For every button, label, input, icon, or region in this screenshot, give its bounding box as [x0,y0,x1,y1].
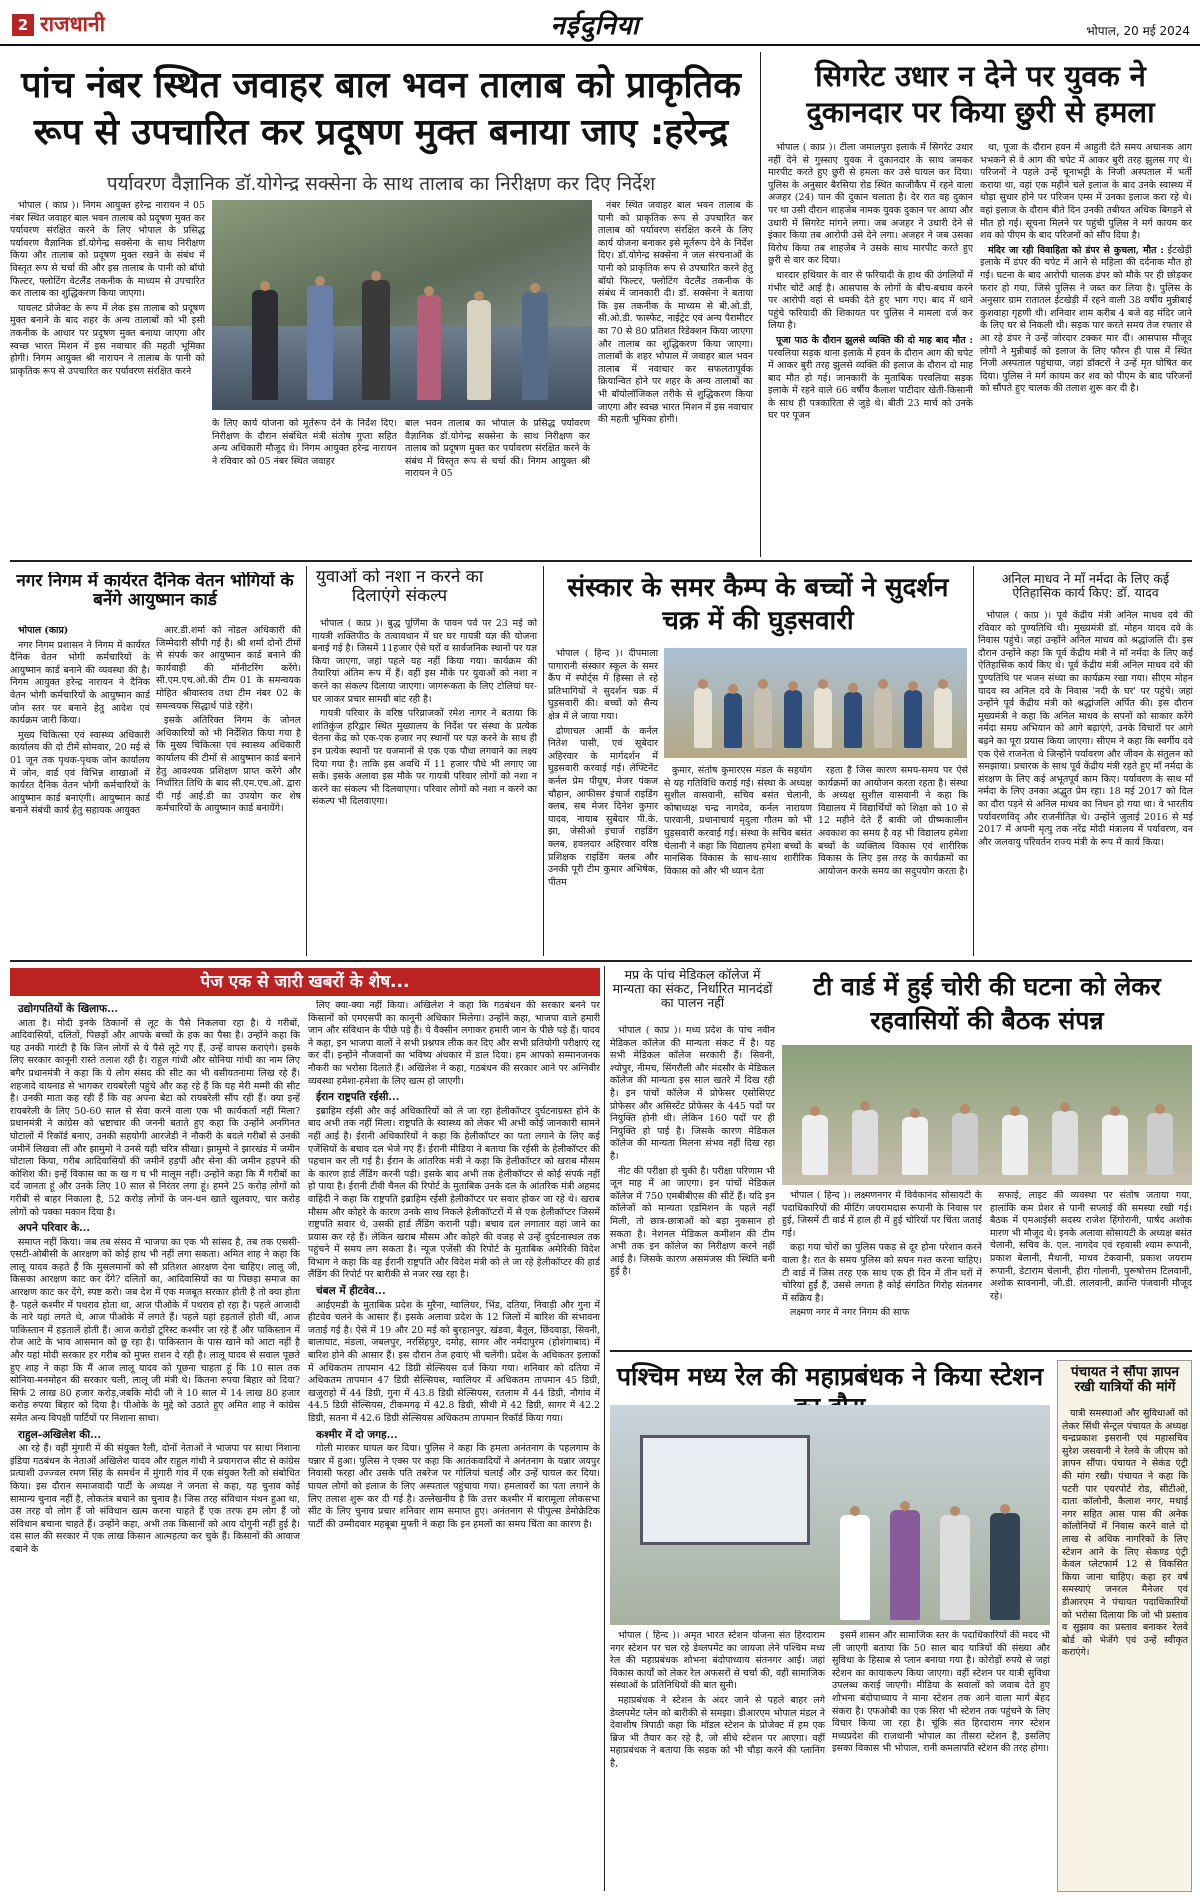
camp-column-2: कुमार, संतोष कुमारएस मंडल के सहयोग से यह गतिविधि कराई गई। संस्था के अध्यक्ष सुशील वासवानी, सचिव बसंत चेलानी, कोषाध्यक्ष चन्द्र नागदेव, कर्नल नारायण पारवानी, प्रधानाचार्य मृदुला गौतम को भी घुड़सवारी करवाई गई। संस्था के सचिव बसंत चेलानी ने कहा कि विद्यालय हमेशा बच्चों के मानसिक विकास के साथ-साथ शारीरिक विकास को और भी ध्यान देता [664,765,812,877]
camp-column-3: रहता है जिस कारण समय-समय पर ऐसे कार्यक्रमों का आयोजन करता रहता है। संस्था के अध्यक्ष सुशील वासवानी ने कहा कि विद्यालय में विद्यार्थियों को शिक्षा को 10 से 12 महीने देते हैं बाकी जो ग्रीष्मकालीन अवकाश का समय है वह भी विद्यालय हमेशा बच्चों के व्यक्तित्व विकास एवं शारीरिक विकास के लिए इस तरह के कार्यक्रमों का आयोजन करके समय का सदुपयोग करता है। [818,765,968,877]
panchayat-body: यात्री समस्याओं और सुविधाओं को लेकर सिंधी सेन्ट्रल पंचायत के अध्यक्ष चन्द्रप्रकाश इसरानी एवं महासचिव सुरेश जसवानी ने रेलवे के जीएम को ज्ञापन सौंपा। पंचायत ने सेकंड एंट्री की मांग रखी। पंचायत ने कहा कि पटरी पार एयरपोर्ट रोड, सीटीओ, दाता कॉलोनी, कैलाश नगर, मथाई नगर सहित आस पास की अनेक कॉलोनियों में निवास करने वाले दो लाख से अधिक नागरिकों के लिए स्टेशन आने के लिए सेकण्ड एंट्री केवल प्लेटफार्म 12 से विकसित किया जाना चाहिए। कहा हर वर्ष समस्याएं जनरल मैनेजर एवं डीआरएम ने पंचायत पदाधिकारियों को भरोसा दिलाया कि जो भी प्रस्ताव व सुझाव का प्रस्ताव बनाकर रेलवे बोर्ड को भेजेंगे एवं उन्हें स्वीकृत कराएंगे। [1062,1408,1188,1659]
theft-column-2: सफाई, लाइट की व्यवस्था पर संतोष जताया गया, हालांकि कम प्रेशर से पानी सप्लाई की समस्या रखी गई। बैठक में एमआईसी सदस्य राजेश हिंगोरानी, पार्षद अशोक मारण भी मौजूद थे। इनके अलावा सोसायटी के अध्यक्ष बसंत चेलानी, सचिव के. एल. नागदेव एवं रहवासी श्याम रूपानी, प्रकाश बेलानी, मैथानी, माधव टेकवानी, प्रकाश जयराम रूपानी, डेटाराम चेलानी, हीरा गोलानी, पुरूषोत्तम टिलवानी, अशोक सावनानी, जी.डी. लालवानी, क्रान्ति पंजवानी मौजूद रहे। [990,1190,1192,1302]
theft-headline: टी वार्ड में हुई चोरी की घटना को लेकर रहवासियों की बैठक संपन्न [813,972,1161,1035]
continued-column-1: उद्योगपतियों के खिलाफ... आता है। मोदी इनके ठिकानों से लूट के पैसे निकलवा रहा है। ये गरीबों, आदिवासियों, दलितों, पिछड़ों और आपके बच्चों के हक का पैसा है। उन्होंने कहा कि यह उनकी गारंटी है कि जिन लोगों से ये पैसे लूटे गए हैं, उन्हें वापस कराएंगे। इसके लिए सरकार कानूनी रास्ते तलाश रही है। राहुल गांधी और सोनिया गांधी का नाम लिए बगैर प्रधानमंत्री ने कहा कि ये लोग संसद की सीट का भी वसीयतनामा लिख रहे हैं। शहजादे वायनाड से भागकर रायबरेली पहुंचे और कह रहे हैं कि यह मेरी मम्मी की सीट है। उनकी माता कह रही हैं कि वह अपना बेटा को रायबरेली सौंप रही हैं। क्या इन्हें रायबरेली के लिए 50-60 साल से सेवा करने वाला एक भी कार्यकर्ता नहीं मिला? प्रधानमंत्री ने कांग्रेस को भ्रष्टाचार की जननी बताते हुए कहा कि उन्होंने अनगिनत घोटालों में रिकॉर्ड बनाए, उनकी सहयोगी आरजेडी ने नौकरी के बदले गरीबों से उनकी जमीनें लिखवा लीं और झामुमो ने उनसे यही चरित्र सीखा। झामुमो ने झारखंड में जमीन घोटाला किया, गरीब आदिवासियों की जमीनें हड़पीं और सेना की जमीन हड़पने की कोशिश की। इन्हें विकास का क ख ग घ भी मालूम नहीं। उन्होंने कहा कि मैं गरीबों का दर्द जानता हूं और उनके लिए 10 साल से निरंतर लगा हूं। हमने 25 करोड़ लोगों को गरीबी से बाहर निकाला है, 52 करोड़ लोगों के जन-धन खाते खुलवाए, चार करोड़ लोगों को पक्का मकान दिया है। अपने परिवार के... समाप्त नहीं किया। जब तब संसद में भाजपा का एक भी सांसद है, तब तक एससी-एसटी-ओबीसी के आरक्षण को कोई हाथ भी नहीं लगा सकता। अमित शाह ने कहा कि लालू यादव कहते हैं कि मुसलमानों को सौ प्रतिशत आरक्षण देना चाहिए। लालू जी, किसका आरक्षण काट कर देंगे? दलितों का, आदिवासियों का या पिछड़ा समाज का आरक्षण काट कर देंगे, स्पष्ट करो। जब देश में एक मजबूत सरकार होती है तो क्या होता है- पहले कश्मीर में पथराव होता था, आज पीओके में पथराव हो रहा है। पहले आजादी के नारे यहां लगते थे, आज पीओके में लगते हैं। पहले यहां हड़तालें होती थीं, आज पाकिस्तान में हड़तालें होती हैं। आज करोड़ों टूरिस्ट कश्मीर जा रहे हैं और पाकिस्तान में रोज आटे के भाव आसमान को छू रहा है। पाकिस्तान के पास खाने को आटा नहीं है और यहां मोदी सरकार हर गरीब को मुफ्त राशन दे रही है। लालू यादव से सवाल पूछते हुए शाह ने कहा कि मैं आज लालू यादव को पूछना चाहता हूं कि 10 साल तक सोनिया-मनमोहन की सरकार चली, लालू जी मंत्री थे। कितना रुपया बिहार को दिया? सिर्फ 2 लाख 80 हजार करोड़,जबकि मोदी जी ने 10 साल में 14 लाख 80 हजार करोड़ रुपया बिहार को दिया है। पीओके के मुद्दे को उठाते हुए अमित शाह ने कांग्रेस समेत अन्य विपक्षी पार्टियों पर निशाना साधा। राहुल-अखिलेश की... आ रहे हैं। वहीं मुंगारी में की संयुक्त रैली, दोनों नेताओं ने भाजपा पर साधा निशाना इंडिया गठबंधन के नेताओं अखिलेश यादव और राहुल गांधी ने प्रयागराज सीट से कांग्रेस प्रत्याशी उज्ज्वल रमण सिंह के समर्थन में मुंगारी गांव में एक संयुक्त रैली को संबोधित किया। इस दौरान समाजवादी पार्टी के अध्यक्ष ने जनता से कहा, यह चुनाव कोई सामान्य चुनाव नहीं है, लोकतंत्र बचाने का चुनाव है। जिस तरह संविधान मंथन हुआ था, उस तरह वो लोग हैं जो संविधान खत्म करना चाहते हैं एक तरफ हम लोग हैं जो संविधान बचाना चाहते हैं। उन्होंने कहा, अभी तक किसानों को आय दोगुनी नहीं हुई है। दस साल की सरकार में एक लाख किसान आत्महत्या कर चुके हैं। किसानों की आवाज दबाने के [10,1003,300,1555]
railway-headline: पश्चिम मध्य रेल की महाप्रबंधक ने किया स्टेशन [616,1362,1044,1391]
cigarette-column-1: भोपाल ( काप्र )। टीला जमालपुरा इलाके में सिगरेट उधार नहीं देने से गुस्साए युवक ने दुकानदार के साथ जमकर मारपीट करते हुए छुरी से हमला कर उसे घायल कर दिया। पुलिस के अनुसार बैरसिया रोड स्थित काजीकैंप में रहने वाला अजहर (24) पान की दुकान चलाता है। देर रात वह दुकान पर था उसी दौरान शाहजेब नामक युवक दुकान पर आया और उधारी में सिगरेट मांगने लगा। जब अजहर ने उधारी देने से इंकार किया तब आरोपी उसे देने लगा। अजहर ने जब उसका विरोध किया तब शाहजेब ने उसके साथ मारपीट करते हुए छुरी से वार कर दिया। धारदार हथियार के वार से फरियादी के हाथ की उंगलियों में गंभीर चोटें आई है। आसपास के लोगों के बीच-बचाव करने पर आरोपी वहां से धमकी देते हुए भाग गए। बाद में थाने पहुंचे फरियादी की शिकायत पर पुलिस ने मामला दर्ज कर लिया है। पूजा पाठ के दौरान झुलसे व्यक्ति की दो माह बाद मौत : परवलिया सड़क थाना इलाके में हवन के दौरान आग की चपेट में आकर बुरी तरह झुलसे व्यक्ति की इलाज के दौरान दो माह बाद मौत हो गई। जानकारी के मुताबिक परवलिया सड़क इलाके में रहने वाले 66 वर्षीय कैलाश पाटीदार खेती-किसानी के साथ ही पत्रकारिता से जुड़े थे। बीती 23 मार्च को उनके घर पर पूजन [768,142,973,422]
ayushman-column-2: आर.डी.शर्मा को नोडल अधिकारी की जिम्मेदारी सौंपी गई है। श्री शर्मा दोनों टीमों से संपर्क कर आयुष्मान कार्ड बनाने की कार्यवाही की मॉनीटरिंग करेंगे। सी.एम.एच.ओ.की टीम 01 के समन्वयक मोहित श्रीवास्तव तथा टीम नंबर 02 के समन्वयक सिद्धार्थ पांडे रहेंगे। इसके अतिरिक्त निगम के जोनल अधिकारियों को भी निर्देशित किया गया है कि मुख्य चिकित्सा एवं स्वास्थ्य अधिकारी कार्यालय की टीमों से आयुष्मान कार्ड बनाने हेतु आवश्यक प्रशिक्षण प्राप्त करेंगे और निर्धारित तिथि के बाद सी.एम.एच.ओ. द्वारा दी गई आई.डी का उपयोग कर शेष कर्मचारियों के आयुष्मान कार्ड बनायेंगे। [156,625,301,815]
continued-section-band: पेज एक से जारी खबरों के शेष... [10,968,600,996]
youth-headline: युवाओं को नशा न करने का दिलाएंगे संकल्प [315,568,484,607]
theft-column-1: भोपाल ( हिन्द )। लक्ष्मणनगर में विवेकानंद सोसायटी के पदाधिकारियों की मीटिंग जयरामदास रूपानी के निवास पर हुई, जिसमें टी वार्ड में हाल ही में हुई चोरियों पर चिंता जताई गई। कहा गया चोरों का पुलिस पकड़ से दूर होना परेशान करने वाला है। रात के समय पुलिस को सघन गश्त करना चाहिए। टी वार्ड में जिस तरह एक साथ एक ही दिन में तीन घरों में चोरियां हुईं हैं, उससे लगता है कोई संगठित गिरोह संतनगर में सक्रिय है। लक्ष्मण नगर में नगर निगम की साफ [782,1190,982,1319]
anil-headline: अनिल माधव ने माँ नर्मदा के लिए कई ऐतिहासिक कार्य किए: डॉ. यादव [1001,572,1170,601]
railway-column-2: इसमें शासन और सामाजिक स्तर के पदाधिकारियों की मदद भी ली जाएगी बताया कि 50 साल बाद यात्रियों की संख्या और सुविधा के हिसाब से प्लान बनाया गया है। कोरोड़ों रुपये से जहां स्टेशन का कायाकल्प किया जाएगा। वहीं स्टेशन पर यात्री सुविधा उपलब्ध कराई जाएगी। मीडिया के सवालों को जवाब देते हुए शोभना बंदोपाध्याय ने माना स्टेशन तक आने वाला मार्ग बेहद संकरा है। एफओबी का एक सिरा भी स्टेशन तक पहुंचने के लिए विचार किया जा रहा है। चूंकि संत हिरदाराम नगर स्टेशन मध्यप्रदेश की राजधानी भोपाल का तीसरा स्टेशन है, इसलिए इसका विकास भी भोपाल, रानी कमलापति स्टेशन की तरह होगा। [832,1630,1050,1755]
panchayat-headline: पंचायत ने सौंपा ज्ञापन रखी यात्रियों की मांगें [1071,1365,1179,1396]
camp-headline: संस्कार के समर कैम्प के बच्चों ने सुदर्शन चक्र में की घुड़सवारी [567,573,949,636]
lead-photo-pond-inspection [212,200,592,410]
railway-photo-station-plan [610,1405,1050,1625]
camp-photo-horse-riding [664,648,967,758]
cigarette-headline: सिगरेट उधार न देने पर युवक ने दुकानदार पर किया छुरी से हमला [806,59,1155,129]
section-title: राजधानी [40,12,106,36]
railway-column-1: भोपाल ( हिन्द )। अमृत भारत स्टेशन योजना संत हिरदाराम नगर स्टेशन पर चल रहे डेव्लपमेंट का जायजा लेने पश्चिम मध्य रेल की महाप्रबंधक शोभना बंदोपाध्याय संतनगर आई। जहां विकास कार्यों को लेकर रेल अफसरों से चर्चा की, वहीं सामाजिक संस्थाओं के प्रतिनिधियों की बात सुनी। महाप्रबंधक ने स्टेशन के अंदर जाने से पहले बाहर लगे डेव्लपमेंट प्लेन को बारीकी से समझा। डीआरएम भोपाल मंडल ने देवाशीष त्रिपाठी कहा कि मॉडल स्टेशन के प्रोजेक्ट में हम एक ब्रिज भी तैयार कर रहे है, जो सीधे स्टेशन पर आएगा। वहीं महाप्रबंधक ने बताया कि सड़क को भी चौड़ा करने की प्लानिंग है, [610,1630,825,1769]
newspaper-logo: नईदुनिया [550,11,640,41]
camp-column-1: भोपाल ( हिन्द )। दीपमाला पागारानी संस्कार स्कूल के समर कैंप में स्पोर्ट्स में हिस्सा ले रहे प्रतिभागियों ने सुदर्शन चक्र में घुड़सवारी की। बच्चों को सैन्य क्षेत्र में ले जाया गया। द्रोणाचल आर्मी के कर्नल नितेश पासी, एवं सूबेदार अहिरवार के मार्गदर्शन में घुड़सवारी करवाई गई। लेफ्टिनेंट कर्नल प्रेम पीयूष, मेजर पंकज चौहान, आफीसर इंचार्ज राइडिंग क्लब, सब मेजर दिनेश कुमार यादव, नायाब सुबेदार पी.के. झा, जेसीओ इंचार्ज राइडिंग क्लब, हवलदार अहिरवार वरिष्ठ प्रशिक्षक राइडिंग क्लब और उनकी पूरी टीम कुमार अभिषेक, पीतम [548,648,658,888]
lead-headline: पांच नंबर स्थित जवाहर बाल भवन तालाब को प्राकृतिक रूप से उपचारित कर प्रदूषण मुक्त बनाया जाए :हरेन्द्र [21,65,741,153]
dateline: भोपाल, 20 मई 2024 [1086,24,1190,38]
anil-body: भोपाल ( काप्र )। पूर्व केंद्रीय मंत्री अनिल माधव दवे की रविवार को पुण्यतिथि थी। मुख्यमंत्री डॉ. मोहन यादव दवे के निवास पहुंचे। जहां उन्होंने अनिल माधव को श्रद्धांजलि दी। इस दौरान उन्होंने कहा कि पूर्व केंद्रीय मंत्री ने माँ नर्मदा के लिए कई ऐतिहासिक कार्य किए थे। पूर्व केंद्रीय मंत्री अनिल माधव दवे की पुण्यतिथि पर भजन संध्या का कार्यक्रम रखा गया। सीएम मोहन यादव स्व अनिल दवे के निवास 'नदी के घर' पर पहुंचे। जहां उन्होंने पूर्व केंद्रीय मंत्री को श्रद्धांजलि अर्पित की। इस दौरान मुख्यमंत्री ने कहा कि अनिल माधव के सपनों को साकार करेंगे नर्मदा समग्र अभियान को आगे बढ़ाएंगे, उनके विचारों पर आगे बढ़ने का पूरा प्रयास किया जाएगा। सीएम ने कहा कि स्वर्गीय दवे एक ऐसे राजनेता थे जिन्होंने पर्यावरण और जीवन के संतुलन को समझाया। प्रचारक के साथ पूर्व केंद्रीय मंत्री रहते हुए माँ नर्मदा के संरक्षण के लिए कई अभूतपूर्व काम किए। पर्यावरण के साथ माँ नर्मदा के लिए उनका अद्भुत प्रेम रहा। 18 मई 2017 को दिल का दौरा पड़ने से अनिल माधव का निधन हो गया था। वे भारतीय पर्यावरणविद् और राजनीतिज्ञ थे। उन्होंने जुलाई 2016 से मई 2017 में अपनी मृत्यु तक नरेंद्र मोदी मंत्रालय में पर्यावरण, वन और जलवायु परिवर्तन राज्य मंत्री के रूप में कार्य किया। [978,610,1193,848]
ayushman-column-1: भोपाल (काप्र) नगर निगम प्रशासन ने निगम में कार्यरत दैनिक वेतन भोगी कर्मचारियों के आयुष्मान कार्ड बनाने की व्यवस्था की है। निगम आयुक्त हरेन्द्र नारायन ने दैनिक वेतन भोगी कर्मचारियों के आयुष्मान कार्ड जोन स्तर पर बनाने हेतु आदेश एवं कार्यक्रम जारी किया। मुख्य चिकित्सा एवं स्वास्थ्य अधिकारी कार्यालय की दो टीमें सोमवार, 20 मई से 01 जून तक पृथक-पृथक जोन कार्यालय में जोन, वार्ड एवं विभिन्न शाखाओं में कार्यरत दैनिक वेतन भोगी कर्मचारियों के आयुष्मान कार्ड बनाएंगी। आयुष्मान कार्ड बनाने संबंधी कार्य हेतु सहायक आयुक्त [10,625,150,817]
lead-photo-caption-left: के लिए कार्य योजना को मूर्तरूप देने के निर्देश दिए। निरीक्षण के दौरान संबंधित मंत्री संतोष गुप्ता सहित अन्य अधिकारी मौजूद थे। निगम आयुक्त हरेन्द्र नारायन ने रविवार को 05 नंबर स्थित जवाहर [212,418,397,467]
masthead [0,0,1200,46]
youth-body: भोपाल ( काप्र )। बुद्ध पूर्णिमा के पावन पर्व पर 23 मई को गायत्री शक्तिपीठ के तत्वावधान में घर घर गायत्री यज्ञ की योजना बनाई गई है। जिसमें 11हजार ऐसे घरों व सार्वजनिक स्थानों पर यज्ञ किया जाएगा, जहां पहले यह नहीं किया गया। कार्यक्रम की तैयारियां अंतिम रूप में हैं। वहीं इस मौके पर युवाओं को नशा न करने का संकल्प दिलाया जाएगा। जागरूकता के लिए टोलियां घर-घर जाकर प्रचार सामग्री बांट रही है। गायत्री परिवार के वरिष्ठ परिव्राजकों रमेश नागर ने बताया कि शांतिकुंज हरिद्वार स्थित मुख्यालय के निर्देश पर संस्था के प्रत्येक चेतना केंद्र को एक-एक हजार नए स्थानों पर यज्ञ करने के साथ ही इन प्रत्येक स्थानों पर यजमानों से एक एक पौधा लगवाने का लक्ष्य दिया गया है। ताकि इस अवधि में 11 हजार पौधे भी लगाए जा सकें। इसके अलावा इस मौके पर गायत्री परिवार लोगों को नशा न करने का संकल्प भी दिलवाएगा। परिवार लोगों को नशा न करने का संकल्प भी दिलवाएगा। [312,618,537,808]
ayushman-headline: नगर निगम में कार्यरत दैनिक वेतन भोगियों के बनेंगे आयुष्मान कार्ड [16,572,294,611]
page-number-badge: 2 [12,14,34,36]
cigarette-column-2: था, पूजा के दौरान हवन में आहुती देते समय अचानक आग भभकने से वे आग की चपेट में आकर बुरी तरह झुलस गए थे। परिजनों ने पहले उन्हें चूनाभट्टी के निजी अस्पताल में भर्ती कराया था, वहां एक महीने चले इलाज के बाद उनके स्वास्थ्य में थोड़ा सुधार होने पर परिजन एम्स में उनका इलाज करा रहे थे। वहां इलाज के दौरान बीते दिन उनकी तबीयत अधिक बिगड़ने से मौत हो गई। सूचना मिलने पर पहुंची पुलिस ने मर्ग कायम कर शव को पीएम के बाद परिजनों को सौंप दिया है। मंदिर जा रही विवाहिता को डंपर से कुचला, मौत : ईटखेड़ी इलाके में डंपर की चपेट में आने से महिला की दर्दनाक मौत हो गई। घटना के बाद आरोपी चालक डंपर को मौके पर ही छोड़कर फरार हो गया, जिसे पुलिस ने जब्त कर लिया है। पुलिस के अनुसार ग्राम रातातल ईटखेड़ी में रहने वाली 38 वर्षीय मुन्नीबाई कुशवाहा गृहणी थी। शनिवार शाम करीब 4 बजे वह मंदिर जाने के लिए घर से निकली थी। सड़क पार करते समय तेज रफ्तार से आ रहे डंपर ने उन्हें जोरदार टक्कर मार दी। आसपास मौजूद लोगों ने मुन्नीबाई को इलाज के लिए फौरन ही पास में स्थित निजी अस्पताल पहुंचाया, जहां डॉक्टरों ने उन्हें मृत घोषित कर दिया। पुलिस ने मर्ग कायम कर शव को पीएम के बाद परिजनों को सौंपते हुए चालक की तलाश शुरू कर दी है। [980,142,1192,395]
lead-photo-caption-right: बाल भवन तालाब का भोपाल के प्रसिद्ध पर्यावरण वैज्ञानिक डॉ.योगेन्द्र सक्सेना के साथ निरीक्षण कर तालाब को प्रदूषण मुक्त कर पर्यावरण संरक्षित करने के संबंध में विस्तृत रूप से चर्चा की। निगम आयुक्त श्री नारायन ने 05 [405,418,590,480]
lead-subhead: पर्यावरण वैज्ञानिक डॉ.योगेन्द्र सक्सेना के साथ तालाब का निरीक्षण कर दिए निर्देश [106,173,656,195]
lead-column-3: नंबर स्थित जवाहर बाल भवन तालाब के पानी को प्राकृतिक रूप से उपचारित कर तालाब को पर्यावरण संरक्षित करने के लिए कार्य योजना बनाकर इसे मूर्तरूप देने के निर्देश दिए। डॉ.योगेन्द्र सक्सेना ने जल संरचनाओं के पानी को प्राकृतिक रूप से उपचारित करने हेतु बॉयो फिल्टर, फ्लोटिंग वेटलैंड तकनीक के संबंध में जानकारी दी। डॉ. सक्सेना ने बताया कि इस तकनीक के माध्यम से बी.ओ.डी, सी.ओ.डी. फास्फेट, नाईट्रेट एवं अन्य पैरामीटर का 70 से 80 प्रतिशत रिडेक्शन किया जाएगा और तालाब का शुद्धिकरण किया जाएगा। तालाबों के शहर भोपाल में जवाहर बाल भवन तालाब में नवाचार कर सफलतापूर्वक क्रियान्वित होने पर शहर के अन्य तालाबों का भी बॉयोलॉजिकल तरीके से शुद्धिकरण किया जाएगा और स्वच्छ भारत मिशन में इस नवाचार की महती भूमिका होगी। [598,200,753,426]
theft-photo-meeting [782,1045,1192,1185]
continued-column-2: लिए क्या-क्या नहीं किया। अखिलेश ने कहा कि गठबंधन की सरकार बनने पर किसानों को एमएसपी का कानूनी अधिकार मिलेगा। उन्होंने कहा, भाजपा वाले हमारी जान और संविधान के पीछे पड़े हैं। ये वैक्सीन लगाकर हमारी जान के पीछे पड़े हैं। यादव ने कहा, इन भाजपा वालों ने सभी प्रश्नपत्र लीक कर दिए और सभी प्रतियोगी परीक्षाएं रद्द कर दीं। इन्होंने नौजवानों का भविष्य अंधकार में डाल दिया। हम आपको सम्मानजनक नौकरी का भरोसा दिलाते हैं। अखिलेश ने कहा, गठबंधन की सरकार आने पर अग्निवीर व्यवस्था हमेशा-हमेशा के लिए खत्म हो जाएगी। ईरान राष्ट्रपति रईसी... इब्राहिम रईसी और कई अधिकारियों को ले जा रहा हेलीकॉप्टर दुर्घटनाग्रस्त होने के बाद अभी तक नहीं मिला। राष्ट्रपति के स्वास्थ्य को लेकर भी अभी कोई जानकारी सामने नहीं आई है। ईरानी अधिकारियों ने कहा कि हेलीकॉप्टर का पता लगाने के लिए कई एजेंसियों के बचाव दल भेजे गए हैं। ईरानी मीडिया ने बताया कि रईसी के हेलीकॉप्टर की पहचान कर ली गई है। ईरान के आंतरिक मंत्री ने कहा कि हेलीकॉप्टर को खराब मौसम के कारण हार्ड लैंडिंग करनी पड़ी। इसके बाद अभी तक हेलीकॉप्टर से कोई संपर्क नहीं हो पाया है। ईरानी टीवी चैनल की रिपोर्ट के मुताबिक उनके दल के आंतरिक मंत्री अहमद वाहिदी ने कहा कि राष्ट्रपति इब्राहिम रईसी हेलीकॉप्टर पर सवार होकर जा रहे थे। खराब मौसम और कोहरे के कारण उनके साथ निकले हेलीकॉप्टरों में से एक हेलीकॉप्टर जिसमें राष्ट्रपति सवार थे, उसकी हार्ड लैंडिंग करानी पड़ी। बचाव दल लगातार वहां जाने का प्रयास कर रहे हैं। लेकिन खराब मौसम और कोहरे की वजह से उन्हें दुर्घटनास्थल तक पहुंचने में समय लग सकता है। न्यूज एजेंसी की रिपोर्ट के मुताबिक अमेरिकी विदेश विभाग ने कहा कि वह ईरानी राष्ट्रपति और विदेश मंत्री को ले जा रहे हेलीकॉप्टर की हार्ड लैंडिंग की रिपोर्ट पर बारीकी से नजर रख रहा है। चंबल में हीटवेव... आईएमडी के मुताबिक प्रदेश के मुरैना, ग्वालियर, भिंड, दतिया, निवाड़ी और गुना में हीटवेव चलने के आसार हैं। इसके अलावा प्रदेश के 12 जिलों में बारिश की संभावना जताई गई है। ऐसे में 19 और 20 मई को बुरहानपुर, खंडवा, बैतूल, छिंदवाड़ा, सिवनी, बालाघाट, मंडला, जबलपुर, नरसिंहपुर, दमोह, सागर और नर्मदापुरम (होशंगाबाद) में बारिश होने की आसार हैं। इस दौरान तेज हवाएं भी चलेंगी। प्रदेश के अधिकतर इलाकों में अधिकतम तापमान 42 डिग्री सेल्सियस दर्ज किया गया। शनिवार को दतिया में अधिकतम तापमान 47 डिग्री सेल्सियस, ग्वालियर में अधिकतम तापमान 45 डिग्री, खजुराहो में 44 डिग्री, गुना में 43.8 डिग्री सेल्सियस, रतलाम में 44 डिग्री, नौगांव में 44.5 डिग्री सेल्सियस, टीकमगढ़ में 42.8 डिग्री, सीधी में 42 डिग्री, सागर में 42.2 डिग्री, सतना में 42.6 डिग्री सेल्सियस अधिकतम तापमान रिकॉर्ड किया गया। कश्मीर में दो जगह... गोली मारकर घायल कर दिया। पुलिस ने कहा कि हमला अनंतनाग के पहलगाम के यन्नार में हुआ। पुलिस ने एक्स पर कहा कि आतंकवादियों ने अनंतनाग के यन्नार जयपुर निवासी फरहा और उसके पति तबरेज पर गोलियां चलाईं और उन्हें घायल कर दिया। घायल लोगों को इलाज के लिए अस्पताल पहुंचाया गया। हमलावरों का पता लगाने के लिए तलाश शुरू कर दी गई है। उल्लेखनीय है कि उत्तर कश्मीर में बारामूला लोकसभा सीट के लिए चुनाव प्रचार शनिवार शाम समाप्त हुए। अनंतनाग से पीपुल्स डेमोक्रेटिक पार्टी की उम्मीदवार महबूबा मुफ्ती ने कहा कि इन हमलों का समय चिंता का कारण है। [308,1000,600,1530]
lead-column-1: भोपाल ( काप्र )। निगम आयुक्त हरेन्द्र नारायन ने 05 नंबर स्थित जवाहर बाल भवन तालाब को प्रदूषण मुक्त कर पर्यावरण संरक्षित करने के लिए भोपाल के प्रसिद्ध पर्यावरण वैज्ञानिक डॉ.योगेन्द्र सक्सेना के साथ निरीक्षण किया और तालाब को प्रदूषण मुक्त रखने के संबंध में विस्तृत रूप से चर्चा की और इस तालाब के पानी को बॉयो फिल्टर, फ्लोटिंग वेटलैंड तकनीक के माध्यम से उपचारित कर तालाब का शुद्धिकरण किया जाएगा। पायलट प्रोजेक्ट के रूप में लेक इस तालाब को प्रदूषण मुक्त बनाने के बाद शहर के अन्य तालाबों को भी इसी तकनीक के आधार पर प्रदूषण मुक्त बनाया जाएगा और स्वच्छ भारत मिशन में इस नवाचार की महती भूमिका होगी। निगम आयुक्त श्री नारायन ने तालाब के पानी को प्राकृतिक रूप से उपचारित कर पर्यावरण संरक्षित करने [10,200,205,377]
medical-headline: मप्र के पांच मेडिकल कॉलेज में मान्यता का संकट, निर्धारित मानदंडों का पालन नहीं [612,968,773,1011]
medical-body: भोपाल ( काप्र )। मध्य प्रदेश के पांच नवीन मेडिकल कॉलेज की मान्यता संकट में है। यह सभी मेडिकल कॉलेज सरकारी हैं। सिवनी, श्योपुर, नीमच, सिंगरौली और मंदसौर के मेडिकल कॉलेज की मान्यता इस साल खतरे में दिख रही है। इन पांचों कॉलेज में प्रोफेसर एसोसिएट प्रोफेसर और असिस्टेंट प्रोफेसर के 445 पदों पर नियुक्ति होनी थी। लेकिन 160 पदों पर ही नियुक्ति हो पाई है। जिसके कारण मेडिकल कॉलेज की मान्यता मिलना संभव नहीं दिख रहा है। नीट की परीक्षा हो चुकी है। परीक्षा परिणाम भी जून माह में आ जाएगा। इन पांचों मेडिकल कॉलेज में 750 एमबीबीएस की सीटें हैं। यदि इन कॉलेजों को मान्यता एडमिशन के पहले नहीं मिली, तो छात्र-छात्राओं को बड़ा नुकसान हो सकता है। नेशनल मेडिकल कमीशन की टीम अभी तक इन कॉलेज का निरीक्षण करने नहीं आई है। जिसके कारण असमंजस की स्थिति बनी हुई है। [610,1025,775,1278]
